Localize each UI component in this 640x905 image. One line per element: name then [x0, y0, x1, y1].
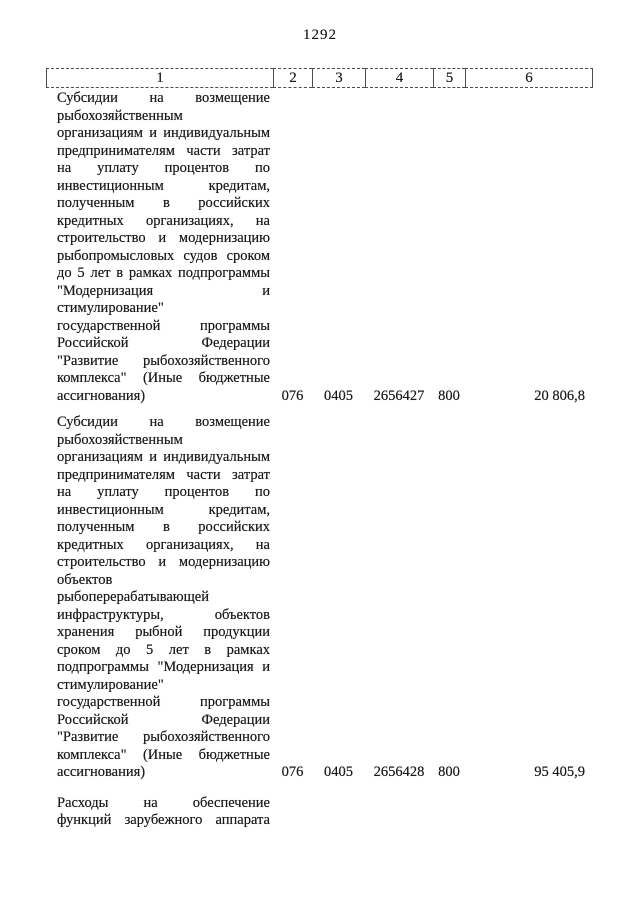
description-line: "Развитие рыбохозяйственного: [57, 352, 270, 369]
description-line: организациям и индивидуальным: [57, 449, 270, 465]
description-line: на уплату процентов по: [57, 160, 270, 176]
description-line: функций зарубежного аппарата: [57, 812, 270, 828]
description-line: комплекса" (Иные бюджетные: [57, 370, 270, 386]
header-cell-3: 3: [312, 68, 365, 88]
description-line: хранения рыбной продукции: [57, 624, 270, 640]
header-cell-1: 1: [46, 68, 273, 88]
description-line: Расходы на обеспечение: [57, 794, 270, 811]
description-line: Субсидии на возмещение: [57, 90, 270, 106]
grbs-code-cell: 076: [281, 387, 304, 404]
description-line: предпринимателям части затрат: [57, 142, 270, 159]
description-line: полученным в российских: [57, 195, 270, 211]
budget-table: [46, 68, 593, 830]
target-article-code-cell: 2656427: [373, 387, 425, 404]
section-code-cell: 0405: [324, 764, 353, 780]
expense-type-code-cell: 800: [438, 764, 460, 780]
expense-type-code-cell: 800: [438, 387, 460, 404]
description-line: ассигнования): [57, 387, 146, 404]
description-line: предпринимателям части затрат: [57, 466, 270, 483]
description-line: на уплату процентов по: [57, 484, 270, 500]
description-line: кредитных организациях, на: [57, 536, 270, 553]
grbs-code-cell: 076: [281, 764, 304, 780]
description-line: сроком до 5 лет в рамках: [57, 641, 270, 658]
page-number: 1292: [303, 27, 337, 43]
description-line: рыбопромысловых судов сроком: [57, 247, 270, 264]
description-line: рыбоперерабатывающей: [57, 589, 209, 605]
description-line: Российской Федерации: [57, 711, 270, 728]
amount-cell: 95 405,9: [534, 764, 585, 780]
description-line: до 5 лет в рамках подпрограммы: [57, 265, 270, 281]
row-description: [46, 414, 273, 782]
header-cell-2: 2: [273, 68, 312, 88]
table-row: [46, 795, 593, 830]
description-line: ассигнования): [57, 764, 146, 780]
header-cell-6: 6: [465, 68, 593, 88]
description-line: стимулирование": [57, 300, 164, 316]
description-line: инвестиционным кредитам,: [57, 177, 270, 194]
description-line: организациям и индивидуальным: [57, 125, 270, 141]
table-row: [46, 414, 593, 782]
description-line: комплекса" (Иные бюджетные: [57, 746, 270, 763]
description-line: "Развитие рыбохозяйственного: [57, 729, 270, 745]
description-line: полученным в российских: [57, 519, 270, 535]
target-article-code-cell: 2656428: [373, 764, 425, 780]
row-description: [46, 90, 273, 405]
header-cell-5: 5: [433, 68, 465, 88]
header-cell-4: 4: [365, 68, 433, 88]
description-line: подпрограммы "Модернизация и: [57, 659, 270, 675]
description-line: Субсидии на возмещение: [57, 414, 270, 430]
description-line: "Модернизация и: [57, 282, 270, 299]
description-line: строительство и модернизацию: [57, 230, 270, 246]
description-line: объектов: [57, 571, 113, 588]
section-code-cell: 0405: [324, 387, 353, 404]
table-row: [46, 90, 593, 405]
table-header-row: [46, 68, 593, 88]
description-line: Российской Федерации: [57, 335, 270, 351]
description-line: инвестиционным кредитам,: [57, 501, 270, 518]
row-description: [46, 795, 273, 830]
description-line: рыбохозяйственным: [57, 107, 183, 124]
amount-cell: 20 806,8: [534, 387, 585, 404]
table-body: [46, 90, 593, 830]
description-line: инфраструктуры, объектов: [57, 606, 270, 623]
description-line: рыбохозяйственным: [57, 431, 183, 448]
description-line: государственной программы: [57, 694, 270, 710]
description-line: стимулирование": [57, 676, 164, 693]
description-line: государственной программы: [57, 317, 270, 334]
description-line: кредитных организациях, на: [57, 212, 270, 229]
description-line: строительство и модернизацию: [57, 554, 270, 570]
